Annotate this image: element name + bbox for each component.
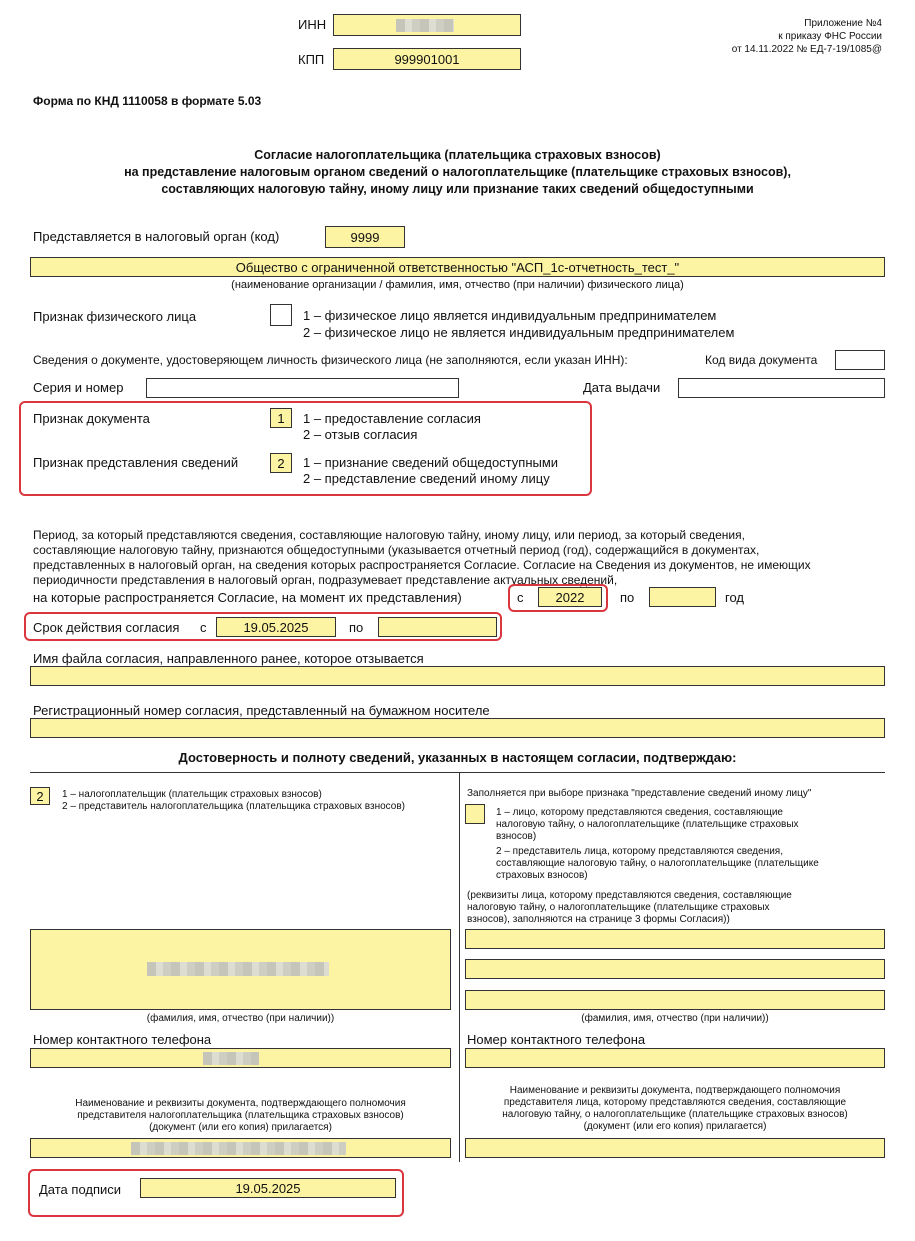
recipient-details-l3: взносов), заполняются на странице 3 формы Согласия)) xyxy=(467,914,730,925)
signer-phone-label: Номер контактного телефона xyxy=(33,1032,212,1047)
recipient-fio-caption: (фамилия, имя, отчество (при наличии)) xyxy=(581,1013,769,1024)
validity-from-label: с xyxy=(200,620,207,635)
doc-sign-option1: 1 – предоставление согласия xyxy=(303,411,481,426)
appendix-line1: Приложение №4 xyxy=(804,18,882,29)
signer-fio-field[interactable] xyxy=(30,929,451,1010)
title-line1: Согласие налогоплательщика (плательщика страховых взносов) xyxy=(254,148,661,162)
reg-number-field[interactable] xyxy=(30,718,885,738)
recipient-option1-l1: 1 – лицо, которому представляются сведения, составляющие xyxy=(496,807,783,818)
period-text-3: представленных в налоговый орган, на сведения которых распространяется Согласие. Согласие на Сведения из документов, не имеющих xyxy=(33,558,811,572)
signer-doc-field[interactable] xyxy=(30,1138,451,1158)
kpp-field[interactable]: 999901001 xyxy=(333,48,521,70)
signer-option2: 2 – представитель налогоплательщика (плательщика страховых взносов) xyxy=(62,801,405,812)
reg-number-label: Регистрационный номер согласия, представленный на бумажном носителе xyxy=(33,703,490,718)
signer-fio-caption: (фамилия, имя, отчество (при наличии)) xyxy=(146,1013,335,1024)
period-to-field[interactable] xyxy=(649,587,716,607)
redacted-doc xyxy=(131,1142,346,1155)
recipient-doc-field[interactable] xyxy=(465,1138,885,1158)
doc-kind-field[interactable] xyxy=(835,350,885,370)
recipient-details-l2: налоговую тайну, о налогоплательщике (плательщике страховых xyxy=(467,902,770,913)
issue-date-label: Дата выдачи xyxy=(583,380,661,395)
recipient-fio-field-3[interactable] xyxy=(465,990,885,1010)
recipient-header: Заполняется при выборе признака "представление сведений иному лицу" xyxy=(467,788,812,799)
series-number-label: Серия и номер xyxy=(33,380,124,395)
appendix-line2: к приказу ФНС России xyxy=(778,31,882,42)
doc-sign-label: Признак документа xyxy=(33,411,150,426)
recipient-details-l1: (реквизиты лица, которому представляются сведения, составляющие xyxy=(467,890,792,901)
validity-from-field[interactable]: 19.05.2025 xyxy=(216,617,336,637)
signer-sign-value[interactable]: 2 xyxy=(30,787,50,805)
redacted-phone xyxy=(203,1052,259,1065)
period-year-label: год xyxy=(725,590,744,605)
recipient-doc-line4: (документ (или его копия) прилагается) xyxy=(583,1121,767,1132)
org-name-field[interactable]: Общество с ограниченной ответственностью "АСП_1с-отчетность_тест_" xyxy=(30,257,885,277)
info-sign-option2: 2 – представление сведений иному лицу xyxy=(303,471,550,486)
recipient-doc-line2: представителя лица, которому представляются сведения, составляющие xyxy=(503,1097,847,1108)
period-text-4: периодичности представления в налоговый орган, подразумевает представление актуальных сведений, xyxy=(33,573,618,587)
signer-option1: 1 – налогоплательщик (плательщик страховых взносов) xyxy=(62,789,322,800)
individual-option2: 2 – физическое лицо не является индивидуальным предпринимателем xyxy=(303,325,735,340)
sign-date-field[interactable]: 19.05.2025 xyxy=(140,1178,396,1198)
prev-file-label: Имя файла согласия, направленного ранее, которое отзывается xyxy=(33,651,424,666)
signer-phone-field[interactable] xyxy=(30,1048,451,1068)
period-text-5: на которые распространяется Согласие, на момент их представления) xyxy=(33,590,462,605)
recipient-option1-l3: взносов) xyxy=(496,831,537,842)
validity-to-field[interactable] xyxy=(378,617,497,637)
title-line3: составляющих налоговую тайну, иному лицу или признание таких сведений общедоступными xyxy=(161,182,754,196)
period-text-2: составляющие налоговую тайну, признаются общедоступными (указывается отчетный период (год), содержащийся в документах, xyxy=(33,543,760,557)
doc-kind-label: Код вида документа xyxy=(705,353,818,367)
validity-to-label: по xyxy=(349,620,364,635)
series-number-field[interactable] xyxy=(146,378,459,398)
info-sign-value[interactable]: 2 xyxy=(270,453,292,473)
period-to-label: по xyxy=(620,590,635,605)
issue-date-field[interactable] xyxy=(678,378,885,398)
confirm-divider xyxy=(30,772,885,773)
title-line2: на представление налоговым органом сведений о налогоплательщике (плательщике страховых взносов), xyxy=(124,165,791,179)
prev-file-field[interactable] xyxy=(30,666,885,686)
tax-authority-code[interactable]: 9999 xyxy=(325,226,405,248)
info-sign-option1: 1 – признание сведений общедоступными xyxy=(303,455,559,470)
inn-field[interactable] xyxy=(333,14,521,36)
recipient-fio-field-2[interactable] xyxy=(465,959,885,979)
tax-authority-label: Представляется в налоговый орган (код) xyxy=(33,229,280,244)
signer-doc-line3: (документ (или его копия) прилагается) xyxy=(149,1122,332,1133)
recipient-phone-label: Номер контактного телефона xyxy=(467,1032,646,1047)
period-from-field[interactable]: 2022 xyxy=(538,587,602,607)
validity-label: Срок действия согласия xyxy=(33,620,180,635)
recipient-option2-l2: составляющие налоговую тайну, о налогоплательщике (плательщике xyxy=(496,858,819,869)
redacted-fio xyxy=(147,962,329,976)
org-name-caption: (наименование организации / фамилия, имя, отчество (при наличии) физического лица) xyxy=(231,279,684,291)
confirm-title: Достоверность и полноту сведений, указанных в настоящем согласии, подтверждаю: xyxy=(178,750,737,765)
inn-label: ИНН xyxy=(298,17,327,32)
form-code: Форма по КНД 1110058 в формате 5.03 xyxy=(33,94,262,108)
signer-doc-line1: Наименование и реквизиты документа, подтверждающего полномочия xyxy=(75,1098,406,1109)
doc-sign-value[interactable]: 1 xyxy=(270,408,292,428)
recipient-fio-field-1[interactable] xyxy=(465,929,885,949)
signer-doc-line2: представителя налогоплательщика (плательщика страховых взносов) xyxy=(77,1110,404,1121)
recipient-doc-line1: Наименование и реквизиты документа, подтверждающего полномочия xyxy=(509,1085,841,1096)
recipient-sign-box[interactable] xyxy=(465,804,485,824)
recipient-doc-line3: налоговую тайну, о налогоплательщике (плательщике страховых взносов) xyxy=(502,1109,848,1120)
kpp-label: КПП xyxy=(298,52,325,67)
individual-sign-box[interactable] xyxy=(270,304,292,326)
appendix-line3: от 14.11.2022 № ЕД-7-19/1085@ xyxy=(731,44,882,55)
info-sign-label: Признак представления сведений xyxy=(33,455,239,470)
redacted-inn xyxy=(396,19,454,32)
individual-option1: 1 – физическое лицо является индивидуальным предпринимателем xyxy=(303,308,717,323)
doc-sign-option2: 2 – отзыв согласия xyxy=(303,427,418,442)
recipient-option2-l3: страховых взносов) xyxy=(496,870,588,881)
sign-date-label: Дата подписи xyxy=(39,1182,122,1197)
period-from-label: с xyxy=(517,590,524,605)
identity-doc-info: Сведения о документе, удостоверяющем личность физического лица (не заполняются, если указан ИНН): xyxy=(33,353,628,367)
period-text-1: Период, за который представляются сведения, составляющие налоговую тайну, иному лицу, или период, за который сведения, xyxy=(33,528,745,542)
column-divider xyxy=(459,772,460,1162)
recipient-phone-field[interactable] xyxy=(465,1048,885,1068)
recipient-option1-l2: налоговую тайну, о налогоплательщике (плательщике страховых xyxy=(496,819,799,830)
recipient-option2-l1: 2 – представитель лица, которому представляются сведения, xyxy=(496,846,783,857)
individual-sign-label: Признак физического лица xyxy=(33,309,197,324)
